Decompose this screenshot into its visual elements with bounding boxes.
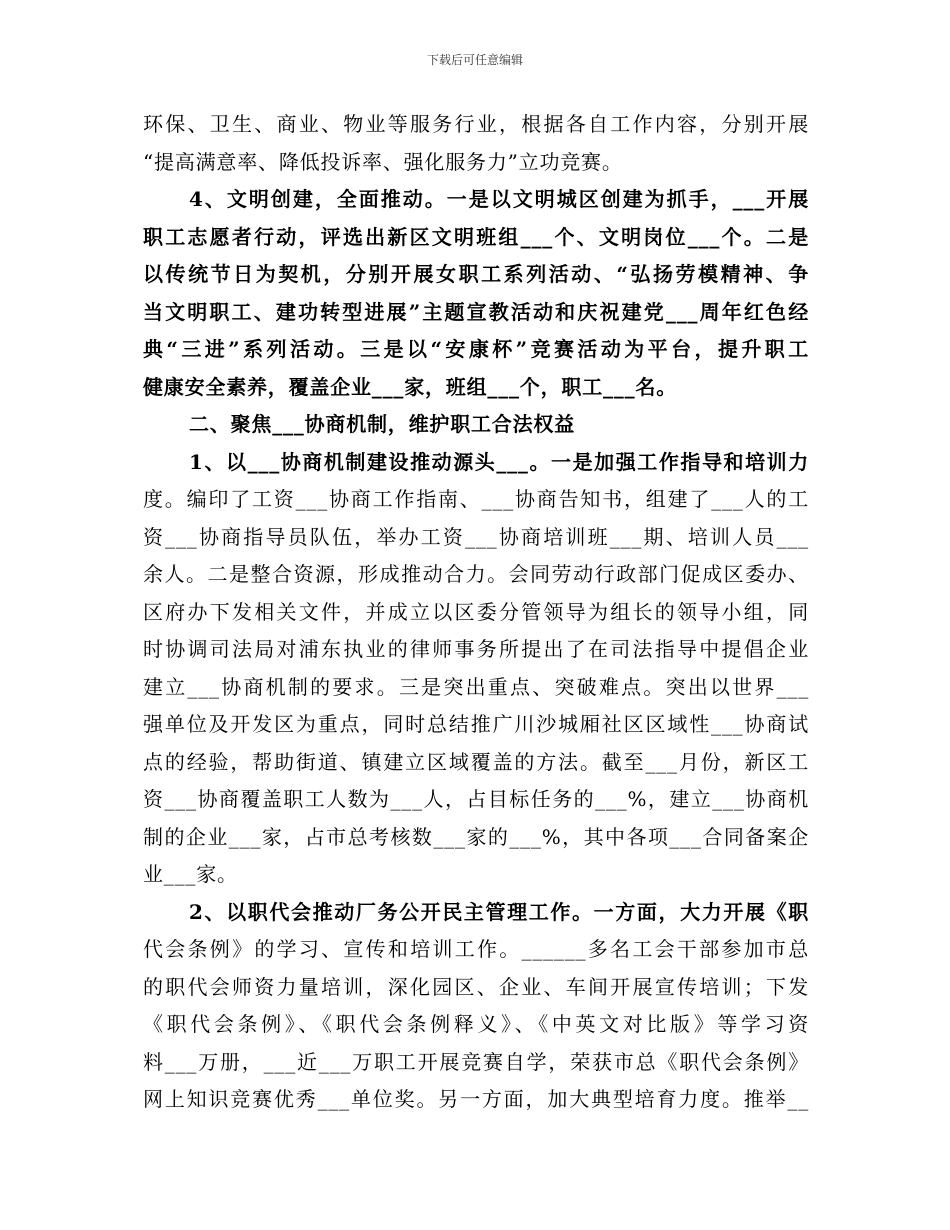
text-line: 代会条例》的学习、宣传和培训工作。______多名工会干部参加市总 bbox=[143, 937, 809, 961]
text-line: 资___协商覆盖职工人数为___人，占目标任务的___%，建立___协商机 bbox=[143, 787, 809, 811]
text-line: 二、聚焦___协商机制，维护职工合法权益 bbox=[189, 412, 575, 436]
text-line: “提高满意率、降低投诉率、强化服务力”立功竞赛。 bbox=[143, 149, 623, 174]
text-line: 1、以___协商机制建设推动源头___。一是加强工作指导和培训力 bbox=[189, 449, 809, 474]
document-body bbox=[143, 106, 809, 1119]
text-line: 当文明职工、建功转型进展”主题宣教活动和庆祝建党___周年红色经 bbox=[143, 299, 809, 324]
text-line: 时协调司法局对浦东执业的律师事务所提出了在司法指导中提倡企业 bbox=[143, 637, 809, 661]
text-line: 网上知识竞赛优秀___单位奖。另一方面，加大典型培育力度。推举__ bbox=[143, 1087, 809, 1111]
text-line: 区府办下发相关文件，并成立以区委分管领导为组长的领导小组，同 bbox=[143, 599, 809, 624]
page-header: 下载后可任意编辑 bbox=[426, 53, 523, 67]
text-line: 建立___协商机制的要求。三是突出重点、突破难点。突出以世界___ bbox=[143, 674, 809, 699]
text-line: 以传统节日为契机，分别开展女职工系列活动、“弘扬劳模精神、争 bbox=[143, 262, 809, 286]
text-line: 2、以职代会推动厂务公开民主管理工作。一方面，大力开展《职 bbox=[189, 899, 809, 924]
text-line: 职工志愿者行动，评选出新区文明班组___个、文明岗位___个。二是 bbox=[143, 224, 809, 249]
text-line: 料___万册，___近___万职工开展竞赛自学，荣获市总《职代会条例》 bbox=[143, 1049, 809, 1074]
text-line: 强单位及开发区为重点，同时总结推广川沙城厢社区区域性___协商试 bbox=[143, 712, 809, 736]
text-line: 健康安全素养，覆盖企业___家，班组___个，职工___名。 bbox=[143, 374, 677, 399]
text-line: 资___协商指导员队伍，举办工资___协商培训班___期、培训人员___ bbox=[143, 524, 809, 549]
text-line: 余人。二是整合资源，形成推动合力。会同劳动行政部门促成区委办、 bbox=[143, 562, 809, 586]
text-line: 环保、卫生、商业、物业等服务行业，根据各自工作内容，分别开展 bbox=[143, 112, 809, 136]
text-line: 4、文明创建，全面推动。一是以文明城区创建为抓手，___开展 bbox=[189, 187, 809, 211]
text-line: 的职代会师资力量培训，深化园区、企业、车间开展宣传培训；下发 bbox=[143, 974, 809, 999]
text-line: 典“三进”系列活动。三是以“安康杯”竞赛活动为平台，提升职工 bbox=[143, 337, 809, 361]
text-line: 点的经验，帮助街道、镇建立区域覆盖的方法。截至___月份，新区工 bbox=[143, 749, 809, 774]
text-line: 制的企业___家，占市总考核数___家的___%，其中各项___合同备案企 bbox=[143, 824, 809, 849]
text-line: 度。编印了工资___协商工作指南、___协商告知书，组建了___人的工 bbox=[143, 487, 809, 511]
text-line: 《职代会条例》、《职代会条例释义》、《中英文对比版》等学习资 bbox=[143, 1012, 809, 1036]
text-line: 业___家。 bbox=[143, 862, 238, 886]
